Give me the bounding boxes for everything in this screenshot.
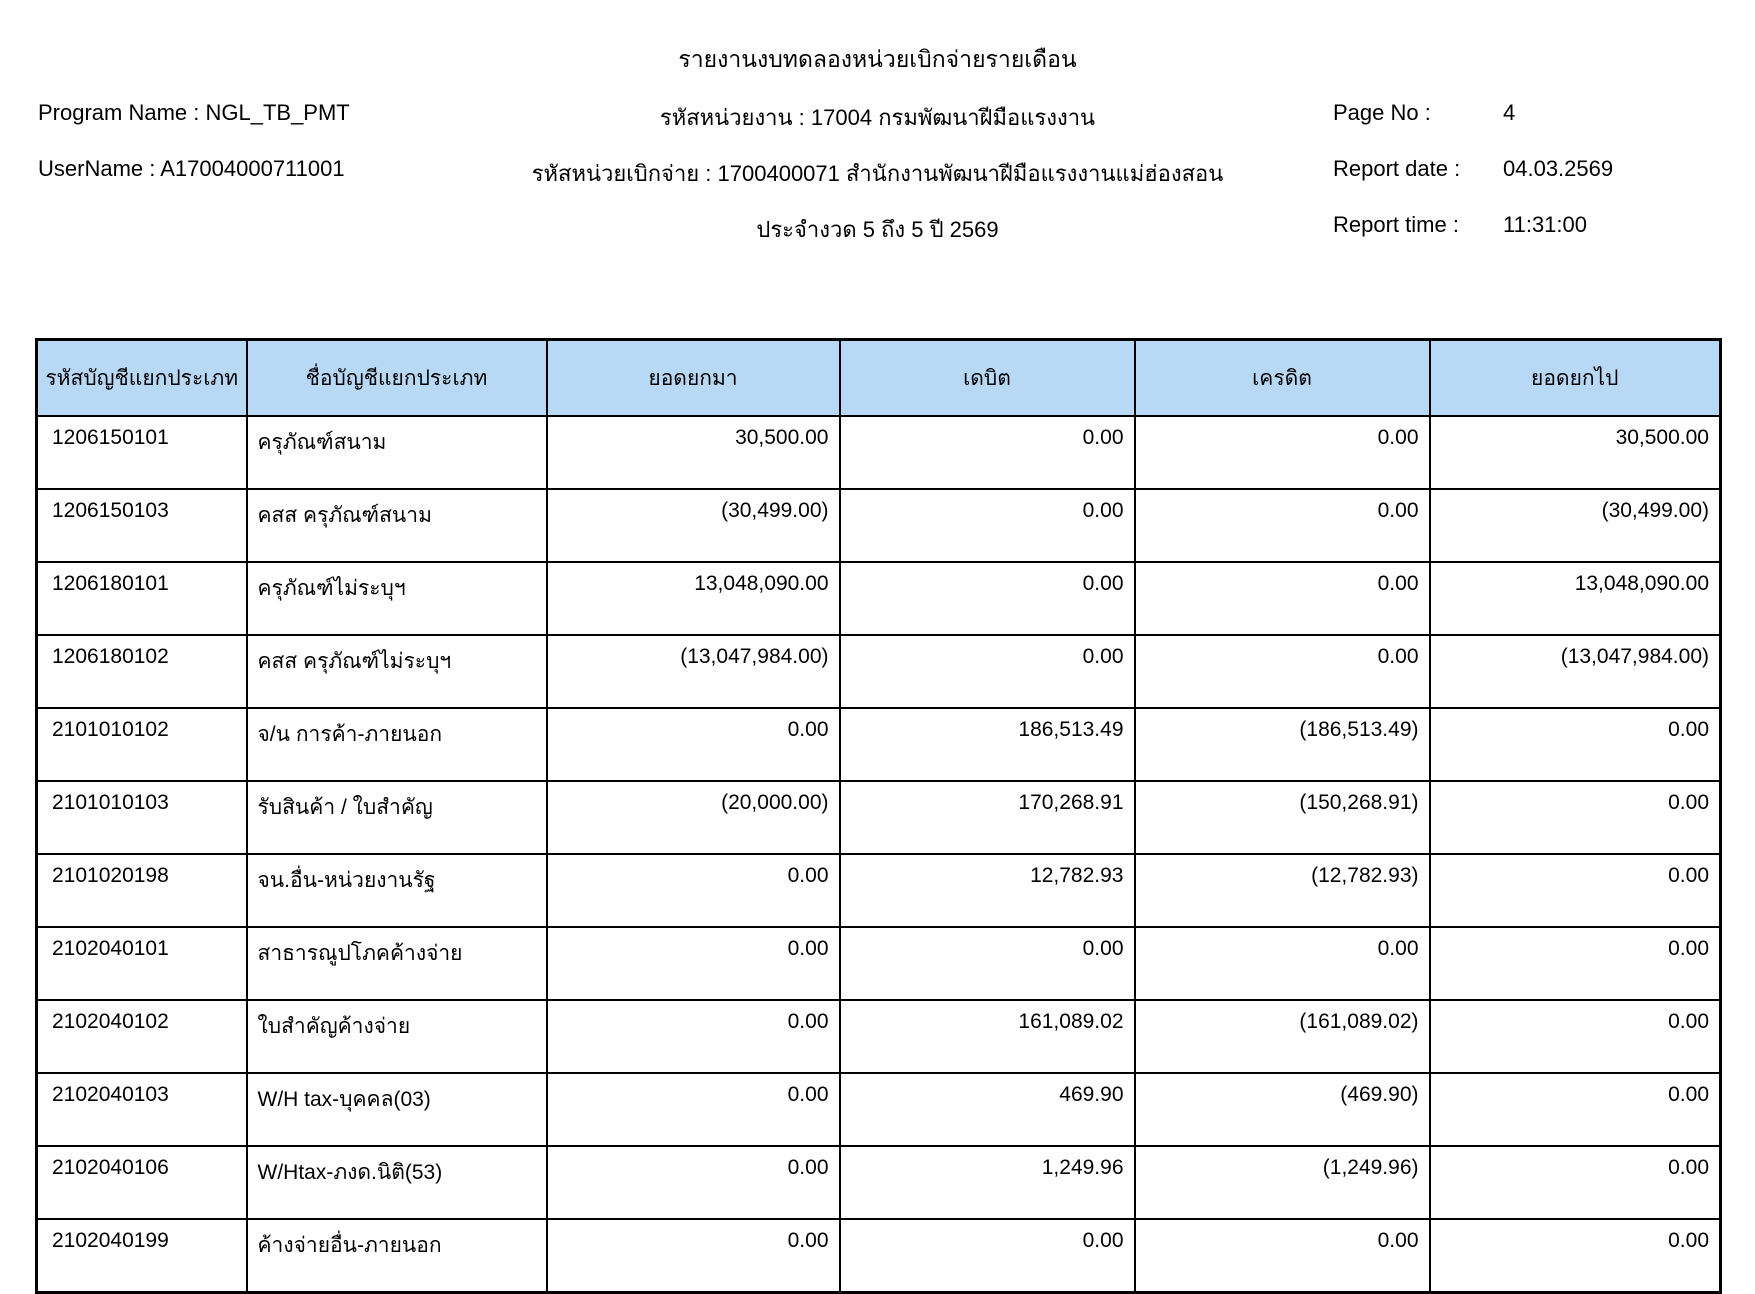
- page-no-value: 4: [1503, 100, 1516, 125]
- carry-forward-in-cell: 0.00: [547, 927, 840, 1000]
- carry-forward-in-cell: (13,047,984.00): [547, 635, 840, 708]
- credit-cell: (186,513.49): [1135, 708, 1430, 781]
- account-name-cell: จน.อื่น-หน่วยงานรัฐ: [247, 854, 547, 927]
- credit-cell: (469.90): [1135, 1073, 1430, 1146]
- credit-cell: 0.00: [1135, 562, 1430, 635]
- report-time-value: 11:31:00: [1503, 212, 1588, 237]
- carry-forward-out-cell: (13,047,984.00): [1430, 635, 1721, 708]
- account-code-cell: 1206150101: [37, 416, 247, 489]
- carry-forward-out-cell: 13,048,090.00: [1430, 562, 1721, 635]
- carry-forward-out-cell: 0.00: [1430, 1219, 1721, 1293]
- debit-cell: 1,249.96: [840, 1146, 1135, 1219]
- account-name-cell: คสส ครุภัณฑ์สนาม: [247, 489, 547, 562]
- credit-cell: 0.00: [1135, 927, 1430, 1000]
- debit-cell: 0.00: [840, 489, 1135, 562]
- credit-cell: (12,782.93): [1135, 854, 1430, 927]
- carry-forward-in-cell: 0.00: [547, 1146, 840, 1219]
- account-name-cell: จ/น การค้า-ภายนอก: [247, 708, 547, 781]
- carry-forward-in-cell: 0.00: [547, 1000, 840, 1073]
- carry-forward-out-cell: 30,500.00: [1430, 416, 1721, 489]
- account-code-cell: 2102040101: [37, 927, 247, 1000]
- debit-cell: 12,782.93: [840, 854, 1135, 927]
- carry-forward-out-cell: 0.00: [1430, 1146, 1721, 1219]
- account-name-cell: ค้างจ่ายอื่น-ภายนอก: [247, 1219, 547, 1293]
- carry-forward-in-cell: (20,000.00): [547, 781, 840, 854]
- col-header-account-code: รหัสบัญชีแยกประเภท: [37, 340, 247, 417]
- account-name-cell: ใบสำคัญค้างจ่าย: [247, 1000, 547, 1073]
- report-date-value: 04.03.2569: [1503, 156, 1614, 181]
- table-row: [37, 1146, 1721, 1219]
- account-code-cell: 1206180102: [37, 635, 247, 708]
- account-code-cell: 1206150103: [37, 489, 247, 562]
- credit-cell: 0.00: [1135, 489, 1430, 562]
- table-row: [37, 416, 1721, 489]
- username-line: UserName : A17004000711001: [38, 156, 345, 181]
- debit-cell: 0.00: [840, 416, 1135, 489]
- debit-cell: 0.00: [840, 635, 1135, 708]
- debit-cell: 469.90: [840, 1073, 1135, 1146]
- carry-forward-in-cell: 30,500.00: [547, 416, 840, 489]
- account-code-cell: 2102040102: [37, 1000, 247, 1073]
- account-code-cell: 2102040199: [37, 1219, 247, 1293]
- credit-cell: (150,268.91): [1135, 781, 1430, 854]
- debit-cell: 170,268.91: [840, 781, 1135, 854]
- program-name-line: Program Name : NGL_TB_PMT: [38, 100, 350, 125]
- account-name-cell: รับสินค้า / ใบสำคัญ: [247, 781, 547, 854]
- account-name-cell: คสส ครุภัณฑ์ไม่ระบุฯ: [247, 635, 547, 708]
- account-code-cell: 2102040106: [37, 1146, 247, 1219]
- debit-cell: 186,513.49: [840, 708, 1135, 781]
- table-row: [37, 708, 1721, 781]
- carry-forward-in-cell: (30,499.00): [547, 489, 840, 562]
- table-row: [37, 562, 1721, 635]
- carry-forward-out-cell: (30,499.00): [1430, 489, 1721, 562]
- carry-forward-out-cell: 0.00: [1430, 1073, 1721, 1146]
- table-row: [37, 927, 1721, 1000]
- credit-cell: (1,249.96): [1135, 1146, 1430, 1219]
- table-header-row: [37, 340, 1721, 417]
- col-header-carry-forward-out: ยอดยกไป: [1430, 340, 1721, 417]
- account-name-cell: W/Htax-ภงด.นิติ(53): [247, 1146, 547, 1219]
- carry-forward-out-cell: 0.00: [1430, 1000, 1721, 1073]
- report-title: รายงานงบทดลองหน่วยเบิกจ่ายรายเดือน: [678, 46, 1077, 72]
- account-name-cell: สาธารณูปโภคค้างจ่าย: [247, 927, 547, 1000]
- table-row: [37, 854, 1721, 927]
- carry-forward-out-cell: 0.00: [1430, 854, 1721, 927]
- page-no-label: Page No :: [1333, 100, 1431, 125]
- account-code-cell: 2101010102: [37, 708, 247, 781]
- trial-balance-table: [35, 338, 1722, 1294]
- carry-forward-in-cell: 13,048,090.00: [547, 562, 840, 635]
- table-row: [37, 1219, 1721, 1293]
- carry-forward-in-cell: 0.00: [547, 854, 840, 927]
- account-name-cell: W/H tax-บุคคล(03): [247, 1073, 547, 1146]
- account-code-cell: 2101010103: [37, 781, 247, 854]
- account-code-cell: 2101020198: [37, 854, 247, 927]
- carry-forward-out-cell: 0.00: [1430, 781, 1721, 854]
- col-header-account-name: ชื่อบัญชีแยกประเภท: [247, 340, 547, 417]
- debit-cell: 0.00: [840, 927, 1135, 1000]
- col-header-carry-forward-in: ยอดยกมา: [547, 340, 840, 417]
- carry-forward-in-cell: 0.00: [547, 708, 840, 781]
- credit-cell: 0.00: [1135, 416, 1430, 489]
- carry-forward-in-cell: 0.00: [547, 1073, 840, 1146]
- debit-cell: 0.00: [840, 1219, 1135, 1293]
- carry-forward-out-cell: 0.00: [1430, 708, 1721, 781]
- table-row: [37, 1073, 1721, 1146]
- credit-cell: 0.00: [1135, 635, 1430, 708]
- col-header-credit: เครดิต: [1135, 340, 1430, 417]
- table-row: [37, 489, 1721, 562]
- account-code-cell: 2102040103: [37, 1073, 247, 1146]
- table-row: [37, 635, 1721, 708]
- account-name-cell: ครุภัณฑ์ไม่ระบุฯ: [247, 562, 547, 635]
- table-body: [37, 416, 1721, 1293]
- disburse-unit-line: รหัสหน่วยเบิกจ่าย : 1700400071 สำนักงานพัฒนาฝีมือแรงงานแม่ฮ่องสอน: [531, 161, 1224, 186]
- credit-cell: 0.00: [1135, 1219, 1430, 1293]
- carry-forward-out-cell: 0.00: [1430, 927, 1721, 1000]
- col-header-debit: เดบิต: [840, 340, 1135, 417]
- table-row: [37, 1000, 1721, 1073]
- period-line: ประจำงวด 5 ถึง 5 ปี 2569: [756, 217, 999, 242]
- credit-cell: (161,089.02): [1135, 1000, 1430, 1073]
- debit-cell: 161,089.02: [840, 1000, 1135, 1073]
- table-row: [37, 781, 1721, 854]
- report-time-label: Report time :: [1333, 212, 1459, 237]
- agency-code-line: รหัสหน่วยงาน : 17004 กรมพัฒนาฝีมือแรงงาน: [659, 105, 1096, 130]
- carry-forward-in-cell: 0.00: [547, 1219, 840, 1293]
- report-date-label: Report date :: [1333, 156, 1461, 181]
- debit-cell: 0.00: [840, 562, 1135, 635]
- account-name-cell: ครุภัณฑ์สนาม: [247, 416, 547, 489]
- account-code-cell: 1206180101: [37, 562, 247, 635]
